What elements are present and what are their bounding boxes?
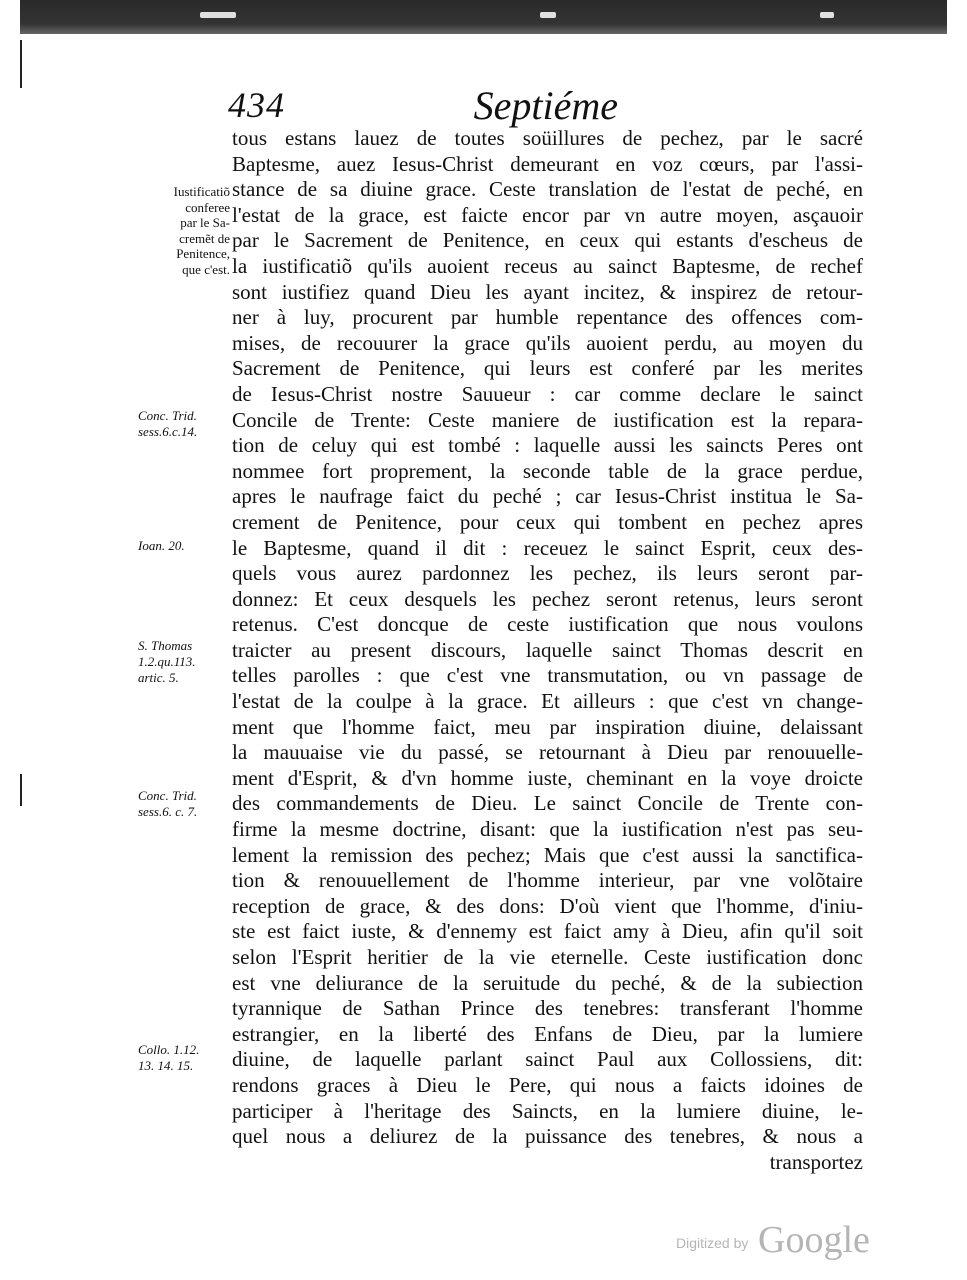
text-line: quel nous a deliurez de la puissance des tenebres, & nous a (232, 1124, 863, 1149)
text-line: l'estat de la coulpe à la grace. Et ailleurs : que c'est vn change- (232, 689, 863, 714)
text-line: mises, de recouurer la grace qu'ils auoient perdu, au moyen du (232, 330, 863, 355)
google-logo: Google (758, 1219, 870, 1261)
text-line: la iustificatiõ qu'ils auoient receus au sainct Baptesme, de rechef (232, 253, 863, 278)
scan-dark-edge (20, 0, 947, 34)
text-line: rendons graces à Dieu le Pere, qui nous a faicts idoines de (232, 1072, 863, 1097)
margin-note-justification: Iustificatiõ conferee par le Sa- cremẽt de Penitence, que c'est. (173, 184, 230, 277)
text-line: stance de sa diuine grace. Ceste translation de l'estat de peché, en (232, 177, 863, 202)
running-title: Septiéme (473, 83, 618, 128)
text-line: lement la remission des pechez; Mais que c'est aussi la sanctifica- (232, 842, 863, 867)
text-line: nommee fort proprement, la seconde table de la grace perdue, (232, 458, 863, 483)
catchword: transportez (769, 1149, 863, 1174)
text-line: donnez: Et ceux desquels les pechez seront retenus, leurs seront (232, 586, 863, 611)
digitized-watermark (672, 1218, 872, 1261)
digitized-by-text: Digitized by (676, 1235, 749, 1251)
text-line: reception de grace, & des dons: D'où vient que l'homme, d'iniu- (232, 893, 863, 918)
text-line: ste est faict iuste, & d'ennemy est faict amy à Dieu, afin qu'il soit (232, 919, 863, 944)
text-line: la mauuaise vie du passé, se retournant à Dieu par renouuelle- (232, 740, 863, 765)
margin-note-colossians: Collo. 1.12. 13. 14. 15. (138, 1042, 200, 1073)
text-line: participer à l'heritage des Saincts, en la lumiere diuine, le- (232, 1098, 863, 1123)
margin-note-council-trent-2: Conc. Trid. sess.6. c. 7. (138, 788, 198, 819)
scan-artifact-line (20, 774, 22, 806)
text-line: tion de celuy qui est tombé : laquelle aussi les saincts Peres ont (232, 433, 863, 458)
margin-note-council-trent-1: Conc. Trid. sess.6.c.14. (138, 408, 198, 439)
text-line: des commandements de Dieu. Le sainct Concile de Trente con- (232, 791, 863, 816)
text-line: firme la mesme doctrine, disant: que la iustification n'est pas seu- (232, 817, 863, 842)
text-line: tous estans lauez de toutes soüillures de pechez, par le sacré (232, 126, 863, 150)
text-line: est vne deliurance de la seruitude du peché, & de la subiection (232, 970, 863, 995)
text-line: telles parolles : que c'est vne transmutation, ou vn passage de (232, 663, 863, 688)
text-line: le Baptesme, quand il dit : receuez le sainct Esprit, ceux des- (232, 535, 863, 560)
text-line: l'estat de la grace, est faicte encor par vn autre moyen, asçauoir (232, 202, 863, 227)
text-line: estrangier, en la liberté des Enfans de Dieu, par la lumiere (232, 1021, 863, 1046)
text-line: ment d'Esprit, & d'vn homme iuste, cheminant en la voye droicte (232, 765, 863, 790)
text-line: traicter au present discours, laquelle sainct Thomas descrit en (232, 637, 863, 662)
margin-note-john-20: Ioan. 20. (138, 538, 185, 553)
text-line: tyrannique de Sathan Prince des tenebres: transferant l'homme (232, 996, 863, 1021)
text-line: ment que l'homme faict, meu par inspiration diuine, delaissant (232, 714, 863, 739)
text-line: apres le naufrage faict du peché ; car Iesus-Christ institua le Sa- (232, 484, 863, 509)
text-line: Sacrement de Penitence, qui leurs est conferé par les merites (232, 356, 863, 381)
page-header (228, 80, 618, 128)
text-line: tion & renouuellement de l'homme interieur, par vne volõtaire (232, 868, 863, 893)
text-line: retenus. C'est doncque de ceste iustification que nous voulons (232, 612, 863, 637)
text-line: Concile de Trente: Ceste maniere de iustification est la repara- (232, 407, 863, 432)
scan-edge-mark (540, 12, 556, 18)
text-line: diuine, de laquelle parlant sainct Paul aux Collossiens, dit: (232, 1047, 863, 1072)
text-line: par le Sacrement de Penitence, en ceux qui estants d'escheus de (232, 228, 863, 253)
body-text (232, 126, 863, 1175)
margin-note-thomas: S. Thomas 1.2.qu.113. artic. 5. (138, 638, 196, 685)
scan-artifact-line (20, 40, 22, 88)
text-line: sont iustifiez quand Dieu les ayant incitez, & inspirez de retour- (232, 279, 863, 304)
text-line: quels vous aurez pardonnez les pechez, ils leurs seront par- (232, 561, 863, 586)
scan-edge-mark (820, 12, 834, 18)
text-line: selon l'Esprit heritier de la vie eternelle. Ceste iustification donc (232, 945, 863, 969)
text-line: crement de Penitence, pour ceux qui tombent en pechez apres (232, 509, 863, 534)
text-line: de Iesus-Christ nostre Sauueur : car comme declare le sainct (232, 381, 863, 406)
text-line: Baptesme, auez Iesus-Christ demeurant en voz cœurs, par l'assi- (232, 151, 863, 176)
scan-edge-mark (200, 12, 236, 18)
text-line: ner à luy, procurent par humble repentance des offences com- (232, 305, 863, 330)
page-number: 434 (228, 85, 285, 125)
